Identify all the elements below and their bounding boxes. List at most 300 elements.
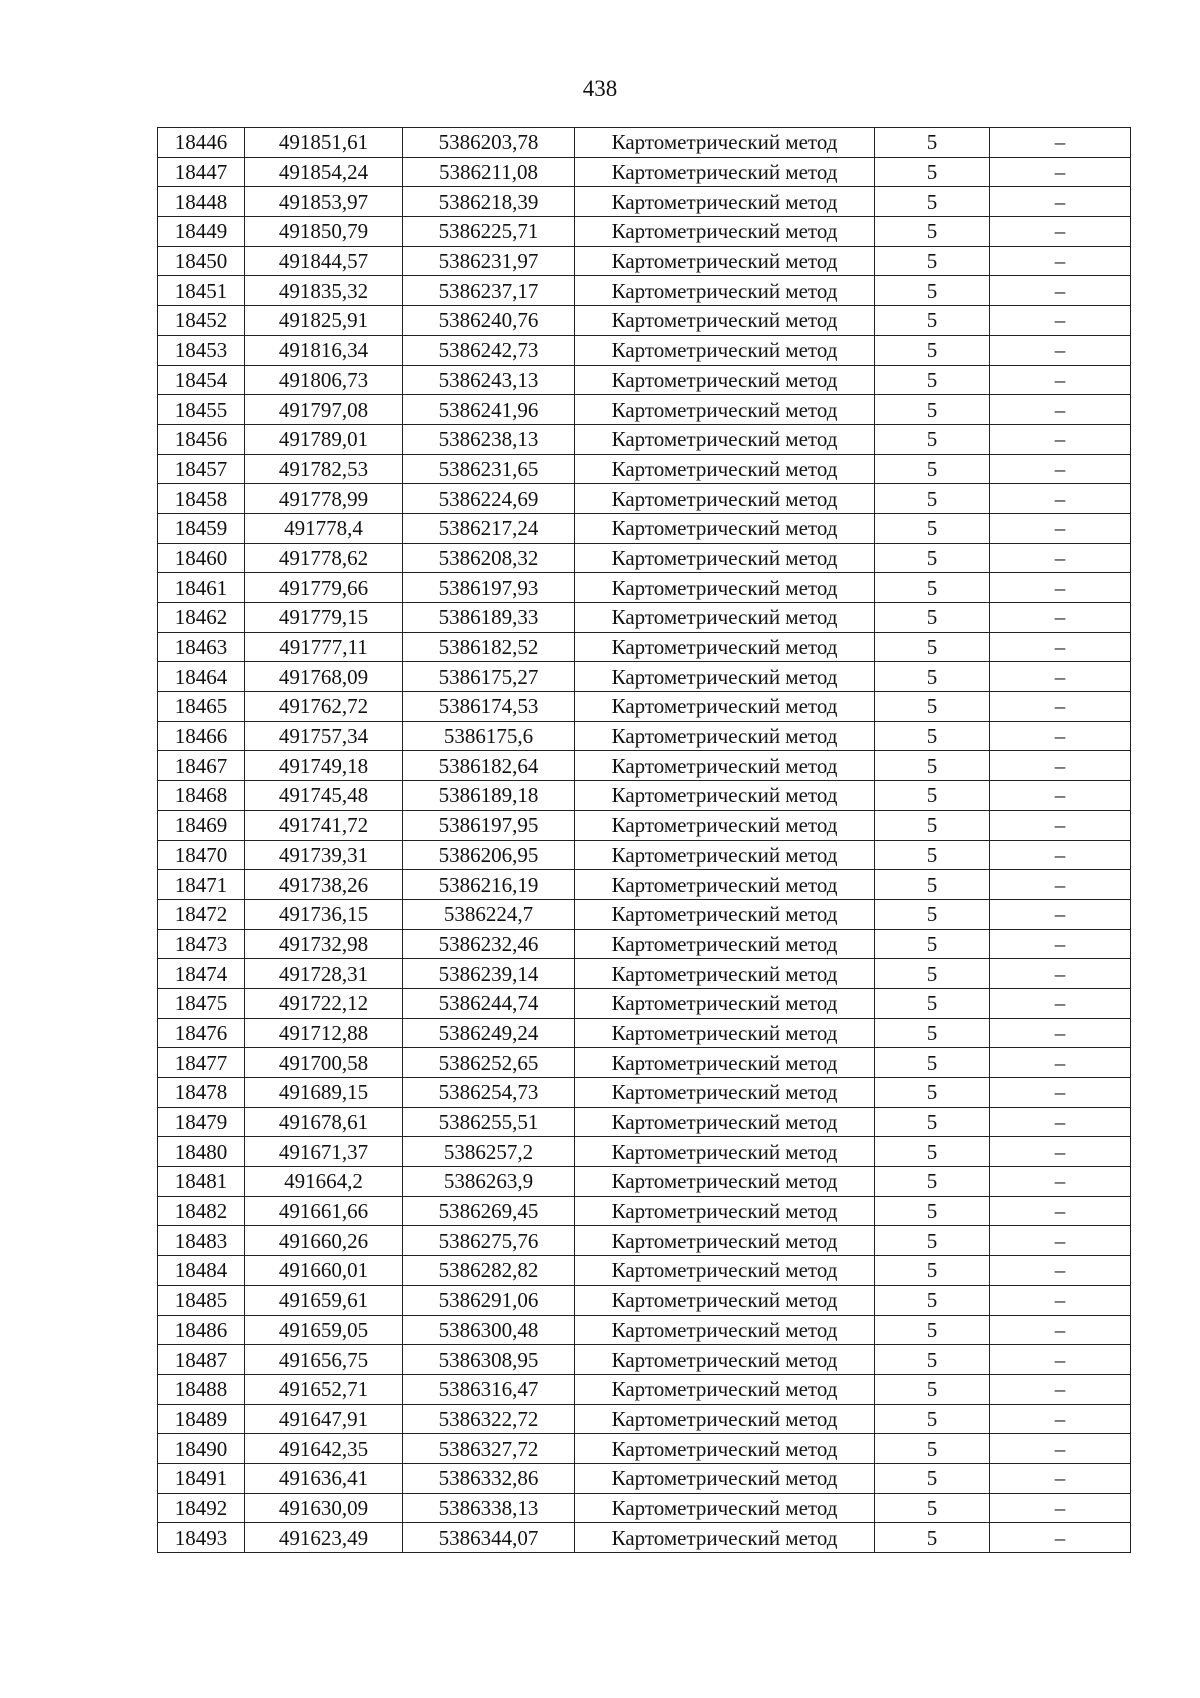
y-coordinate-cell: 5386282,82	[403, 1256, 575, 1286]
x-coordinate-cell: 491778,4	[245, 513, 403, 543]
accuracy-cell: 5	[875, 810, 990, 840]
method-cell: Картометрический метод	[575, 603, 875, 633]
method-cell: Картометрический метод	[575, 217, 875, 247]
y-coordinate-cell: 5386269,45	[403, 1196, 575, 1226]
table-row	[158, 454, 1131, 484]
point-number-cell: 18459	[158, 513, 245, 543]
method-cell: Картометрический метод	[575, 692, 875, 722]
method-cell: Картометрический метод	[575, 157, 875, 187]
method-cell: Картометрический метод	[575, 781, 875, 811]
x-coordinate-cell: 491623,49	[245, 1523, 403, 1553]
accuracy-cell: 5	[875, 751, 990, 781]
y-coordinate-cell: 5386211,08	[403, 157, 575, 187]
note-cell: –	[990, 187, 1131, 217]
table-row	[158, 484, 1131, 514]
accuracy-cell: 5	[875, 1256, 990, 1286]
note-cell: –	[990, 1167, 1131, 1197]
point-number-cell: 18474	[158, 959, 245, 989]
x-coordinate-cell: 491851,61	[245, 128, 403, 158]
point-number-cell: 18454	[158, 365, 245, 395]
table-row	[158, 513, 1131, 543]
table-row	[158, 899, 1131, 929]
accuracy-cell: 5	[875, 1137, 990, 1167]
table-row	[158, 1374, 1131, 1404]
x-coordinate-cell: 491712,88	[245, 1018, 403, 1048]
y-coordinate-cell: 5386255,51	[403, 1107, 575, 1137]
point-number-cell: 18447	[158, 157, 245, 187]
method-cell: Картометрический метод	[575, 276, 875, 306]
accuracy-cell: 5	[875, 870, 990, 900]
note-cell: –	[990, 306, 1131, 336]
note-cell: –	[990, 454, 1131, 484]
x-coordinate-cell: 491647,91	[245, 1404, 403, 1434]
y-coordinate-cell: 5386175,27	[403, 662, 575, 692]
accuracy-cell: 5	[875, 1226, 990, 1256]
point-number-cell: 18491	[158, 1463, 245, 1493]
accuracy-cell: 5	[875, 365, 990, 395]
accuracy-cell: 5	[875, 187, 990, 217]
accuracy-cell: 5	[875, 1285, 990, 1315]
note-cell: –	[990, 1226, 1131, 1256]
point-number-cell: 18482	[158, 1196, 245, 1226]
table-row	[158, 1463, 1131, 1493]
note-cell: –	[990, 1434, 1131, 1464]
accuracy-cell: 5	[875, 692, 990, 722]
accuracy-cell: 5	[875, 395, 990, 425]
y-coordinate-cell: 5386208,32	[403, 543, 575, 573]
point-number-cell: 18462	[158, 603, 245, 633]
method-cell: Картометрический метод	[575, 1048, 875, 1078]
accuracy-cell: 5	[875, 1107, 990, 1137]
table-row	[158, 751, 1131, 781]
note-cell: –	[990, 513, 1131, 543]
y-coordinate-cell: 5386189,18	[403, 781, 575, 811]
note-cell: –	[990, 603, 1131, 633]
table-row	[158, 395, 1131, 425]
accuracy-cell: 5	[875, 1196, 990, 1226]
table-row	[158, 1523, 1131, 1553]
accuracy-cell: 5	[875, 306, 990, 336]
note-cell: –	[990, 1463, 1131, 1493]
note-cell: –	[990, 721, 1131, 751]
method-cell: Картометрический метод	[575, 1196, 875, 1226]
point-number-cell: 18449	[158, 217, 245, 247]
y-coordinate-cell: 5386238,13	[403, 424, 575, 454]
point-number-cell: 18470	[158, 840, 245, 870]
point-number-cell: 18465	[158, 692, 245, 722]
accuracy-cell: 5	[875, 632, 990, 662]
table-row	[158, 1167, 1131, 1197]
point-number-cell: 18457	[158, 454, 245, 484]
table-row	[158, 1493, 1131, 1523]
method-cell: Картометрический метод	[575, 484, 875, 514]
note-cell: –	[990, 870, 1131, 900]
y-coordinate-cell: 5386237,17	[403, 276, 575, 306]
method-cell: Картометрический метод	[575, 1167, 875, 1197]
x-coordinate-cell: 491777,11	[245, 632, 403, 662]
point-number-cell: 18450	[158, 246, 245, 276]
accuracy-cell: 5	[875, 603, 990, 633]
method-cell: Картометрический метод	[575, 1493, 875, 1523]
y-coordinate-cell: 5386263,9	[403, 1167, 575, 1197]
method-cell: Картометрический метод	[575, 1256, 875, 1286]
y-coordinate-cell: 5386249,24	[403, 1018, 575, 1048]
note-cell: –	[990, 988, 1131, 1018]
accuracy-cell: 5	[875, 335, 990, 365]
note-cell: –	[990, 840, 1131, 870]
x-coordinate-cell: 491816,34	[245, 335, 403, 365]
accuracy-cell: 5	[875, 246, 990, 276]
table-row	[158, 662, 1131, 692]
method-cell: Картометрический метод	[575, 128, 875, 158]
note-cell: –	[990, 1404, 1131, 1434]
note-cell: –	[990, 246, 1131, 276]
y-coordinate-cell: 5386239,14	[403, 959, 575, 989]
y-coordinate-cell: 5386244,74	[403, 988, 575, 1018]
point-number-cell: 18448	[158, 187, 245, 217]
table-row	[158, 1256, 1131, 1286]
note-cell: –	[990, 424, 1131, 454]
point-number-cell: 18458	[158, 484, 245, 514]
point-number-cell: 18455	[158, 395, 245, 425]
point-number-cell: 18483	[158, 1226, 245, 1256]
x-coordinate-cell: 491642,35	[245, 1434, 403, 1464]
accuracy-cell: 5	[875, 1078, 990, 1108]
y-coordinate-cell: 5386182,52	[403, 632, 575, 662]
accuracy-cell: 5	[875, 217, 990, 247]
method-cell: Картометрический метод	[575, 1226, 875, 1256]
note-cell: –	[990, 1493, 1131, 1523]
accuracy-cell: 5	[875, 1048, 990, 1078]
note-cell: –	[990, 1256, 1131, 1286]
table-row	[158, 1345, 1131, 1375]
table-row	[158, 306, 1131, 336]
y-coordinate-cell: 5386344,07	[403, 1523, 575, 1553]
accuracy-cell: 5	[875, 543, 990, 573]
table-row	[158, 1404, 1131, 1434]
note-cell: –	[990, 959, 1131, 989]
table-row	[158, 603, 1131, 633]
note-cell: –	[990, 1523, 1131, 1553]
note-cell: –	[990, 781, 1131, 811]
method-cell: Картометрический метод	[575, 1018, 875, 1048]
y-coordinate-cell: 5386338,13	[403, 1493, 575, 1523]
point-number-cell: 18493	[158, 1523, 245, 1553]
table-row	[158, 1285, 1131, 1315]
table-row	[158, 424, 1131, 454]
y-coordinate-cell: 5386189,33	[403, 603, 575, 633]
accuracy-cell: 5	[875, 424, 990, 454]
table-row	[158, 959, 1131, 989]
x-coordinate-cell: 491656,75	[245, 1345, 403, 1375]
method-cell: Картометрический метод	[575, 1137, 875, 1167]
table-row	[158, 1078, 1131, 1108]
x-coordinate-cell: 491722,12	[245, 988, 403, 1018]
table-row	[158, 1137, 1131, 1167]
point-number-cell: 18452	[158, 306, 245, 336]
table-row	[158, 1196, 1131, 1226]
table-row	[158, 246, 1131, 276]
accuracy-cell: 5	[875, 988, 990, 1018]
x-coordinate-cell: 491661,66	[245, 1196, 403, 1226]
y-coordinate-cell: 5386275,76	[403, 1226, 575, 1256]
note-cell: –	[990, 1048, 1131, 1078]
table-row	[158, 1018, 1131, 1048]
accuracy-cell: 5	[875, 662, 990, 692]
method-cell: Картометрический метод	[575, 1345, 875, 1375]
accuracy-cell: 5	[875, 157, 990, 187]
y-coordinate-cell: 5386291,06	[403, 1285, 575, 1315]
x-coordinate-cell: 491778,62	[245, 543, 403, 573]
x-coordinate-cell: 491825,91	[245, 306, 403, 336]
accuracy-cell: 5	[875, 1493, 990, 1523]
x-coordinate-cell: 491660,26	[245, 1226, 403, 1256]
note-cell: –	[990, 395, 1131, 425]
x-coordinate-cell: 491689,15	[245, 1078, 403, 1108]
note-cell: –	[990, 1107, 1131, 1137]
method-cell: Картометрический метод	[575, 543, 875, 573]
method-cell: Картометрический метод	[575, 959, 875, 989]
method-cell: Картометрический метод	[575, 1463, 875, 1493]
x-coordinate-cell: 491741,72	[245, 810, 403, 840]
table-row	[158, 870, 1131, 900]
y-coordinate-cell: 5386182,64	[403, 751, 575, 781]
table-row	[158, 1107, 1131, 1137]
x-coordinate-cell: 491779,66	[245, 573, 403, 603]
x-coordinate-cell: 491636,41	[245, 1463, 403, 1493]
method-cell: Картометрический метод	[575, 187, 875, 217]
x-coordinate-cell: 491745,48	[245, 781, 403, 811]
y-coordinate-cell: 5386308,95	[403, 1345, 575, 1375]
x-coordinate-cell: 491659,05	[245, 1315, 403, 1345]
note-cell: –	[990, 1196, 1131, 1226]
method-cell: Картометрический метод	[575, 513, 875, 543]
point-number-cell: 18488	[158, 1374, 245, 1404]
table-row	[158, 543, 1131, 573]
note-cell: –	[990, 1315, 1131, 1345]
table-row	[158, 335, 1131, 365]
table-row	[158, 929, 1131, 959]
method-cell: Картометрический метод	[575, 751, 875, 781]
y-coordinate-cell: 5386174,53	[403, 692, 575, 722]
point-number-cell: 18492	[158, 1493, 245, 1523]
y-coordinate-cell: 5386231,97	[403, 246, 575, 276]
accuracy-cell: 5	[875, 1404, 990, 1434]
y-coordinate-cell: 5386175,6	[403, 721, 575, 751]
table-row	[158, 632, 1131, 662]
table-row	[158, 692, 1131, 722]
x-coordinate-cell: 491630,09	[245, 1493, 403, 1523]
x-coordinate-cell: 491768,09	[245, 662, 403, 692]
table-row	[158, 1315, 1131, 1345]
y-coordinate-cell: 5386332,86	[403, 1463, 575, 1493]
point-number-cell: 18489	[158, 1404, 245, 1434]
method-cell: Картометрический метод	[575, 424, 875, 454]
method-cell: Картометрический метод	[575, 810, 875, 840]
method-cell: Картометрический метод	[575, 1523, 875, 1553]
accuracy-cell: 5	[875, 929, 990, 959]
point-number-cell: 18453	[158, 335, 245, 365]
point-number-cell: 18479	[158, 1107, 245, 1137]
note-cell: –	[990, 929, 1131, 959]
accuracy-cell: 5	[875, 1374, 990, 1404]
note-cell: –	[990, 1345, 1131, 1375]
method-cell: Картометрический метод	[575, 840, 875, 870]
method-cell: Картометрический метод	[575, 870, 875, 900]
x-coordinate-cell: 491757,34	[245, 721, 403, 751]
method-cell: Картометрический метод	[575, 246, 875, 276]
note-cell: –	[990, 899, 1131, 929]
y-coordinate-cell: 5386240,76	[403, 306, 575, 336]
table-row	[158, 217, 1131, 247]
point-number-cell: 18466	[158, 721, 245, 751]
table-row	[158, 128, 1131, 158]
y-coordinate-cell: 5386257,2	[403, 1137, 575, 1167]
x-coordinate-cell: 491700,58	[245, 1048, 403, 1078]
method-cell: Картометрический метод	[575, 395, 875, 425]
point-number-cell: 18480	[158, 1137, 245, 1167]
table-row	[158, 988, 1131, 1018]
method-cell: Картометрический метод	[575, 1374, 875, 1404]
method-cell: Картометрический метод	[575, 1285, 875, 1315]
x-coordinate-cell: 491789,01	[245, 424, 403, 454]
point-number-cell: 18469	[158, 810, 245, 840]
accuracy-cell: 5	[875, 1167, 990, 1197]
note-cell: –	[990, 335, 1131, 365]
y-coordinate-cell: 5386216,19	[403, 870, 575, 900]
point-number-cell: 18486	[158, 1315, 245, 1345]
y-coordinate-cell: 5386242,73	[403, 335, 575, 365]
point-number-cell: 18446	[158, 128, 245, 158]
method-cell: Картометрический метод	[575, 988, 875, 1018]
note-cell: –	[990, 632, 1131, 662]
y-coordinate-cell: 5386252,65	[403, 1048, 575, 1078]
table-row	[158, 840, 1131, 870]
method-cell: Картометрический метод	[575, 573, 875, 603]
accuracy-cell: 5	[875, 484, 990, 514]
x-coordinate-cell: 491652,71	[245, 1374, 403, 1404]
x-coordinate-cell: 491844,57	[245, 246, 403, 276]
method-cell: Картометрический метод	[575, 721, 875, 751]
point-number-cell: 18467	[158, 751, 245, 781]
y-coordinate-cell: 5386206,95	[403, 840, 575, 870]
point-number-cell: 18477	[158, 1048, 245, 1078]
table-row	[158, 365, 1131, 395]
point-number-cell: 18471	[158, 870, 245, 900]
method-cell: Картометрический метод	[575, 306, 875, 336]
point-number-cell: 18475	[158, 988, 245, 1018]
table-row	[158, 187, 1131, 217]
y-coordinate-cell: 5386231,65	[403, 454, 575, 484]
accuracy-cell: 5	[875, 781, 990, 811]
table-row	[158, 721, 1131, 751]
accuracy-cell: 5	[875, 128, 990, 158]
method-cell: Картометрический метод	[575, 1434, 875, 1464]
y-coordinate-cell: 5386327,72	[403, 1434, 575, 1464]
x-coordinate-cell: 491659,61	[245, 1285, 403, 1315]
point-number-cell: 18463	[158, 632, 245, 662]
x-coordinate-cell: 491782,53	[245, 454, 403, 484]
y-coordinate-cell: 5386316,47	[403, 1374, 575, 1404]
accuracy-cell: 5	[875, 513, 990, 543]
table-row	[158, 1048, 1131, 1078]
point-number-cell: 18478	[158, 1078, 245, 1108]
table-row	[158, 276, 1131, 306]
note-cell: –	[990, 692, 1131, 722]
x-coordinate-cell: 491854,24	[245, 157, 403, 187]
table-row	[158, 573, 1131, 603]
note-cell: –	[990, 662, 1131, 692]
point-number-cell: 18473	[158, 929, 245, 959]
point-number-cell: 18461	[158, 573, 245, 603]
table-row	[158, 1226, 1131, 1256]
y-coordinate-cell: 5386203,78	[403, 128, 575, 158]
note-cell: –	[990, 157, 1131, 187]
x-coordinate-cell: 491732,98	[245, 929, 403, 959]
table-row	[158, 810, 1131, 840]
accuracy-cell: 5	[875, 721, 990, 751]
point-number-cell: 18481	[158, 1167, 245, 1197]
method-cell: Картометрический метод	[575, 335, 875, 365]
y-coordinate-cell: 5386232,46	[403, 929, 575, 959]
accuracy-cell: 5	[875, 1315, 990, 1345]
x-coordinate-cell: 491739,31	[245, 840, 403, 870]
note-cell: –	[990, 1285, 1131, 1315]
method-cell: Картометрический метод	[575, 929, 875, 959]
x-coordinate-cell: 491678,61	[245, 1107, 403, 1137]
y-coordinate-cell: 5386241,96	[403, 395, 575, 425]
x-coordinate-cell: 491749,18	[245, 751, 403, 781]
table-row	[158, 157, 1131, 187]
point-number-cell: 18451	[158, 276, 245, 306]
point-number-cell: 18476	[158, 1018, 245, 1048]
x-coordinate-cell: 491736,15	[245, 899, 403, 929]
table-row	[158, 1434, 1131, 1464]
x-coordinate-cell: 491853,97	[245, 187, 403, 217]
x-coordinate-cell: 491762,72	[245, 692, 403, 722]
x-coordinate-cell: 491806,73	[245, 365, 403, 395]
note-cell: –	[990, 1374, 1131, 1404]
accuracy-cell: 5	[875, 454, 990, 484]
y-coordinate-cell: 5386197,95	[403, 810, 575, 840]
note-cell: –	[990, 365, 1131, 395]
point-number-cell: 18464	[158, 662, 245, 692]
method-cell: Картометрический метод	[575, 1404, 875, 1434]
coordinates-table	[157, 127, 1131, 1553]
note-cell: –	[990, 1018, 1131, 1048]
note-cell: –	[990, 810, 1131, 840]
method-cell: Картометрический метод	[575, 1107, 875, 1137]
note-cell: –	[990, 484, 1131, 514]
point-number-cell: 18484	[158, 1256, 245, 1286]
y-coordinate-cell: 5386225,71	[403, 217, 575, 247]
method-cell: Картометрический метод	[575, 899, 875, 929]
table-row	[158, 781, 1131, 811]
note-cell: –	[990, 217, 1131, 247]
accuracy-cell: 5	[875, 573, 990, 603]
accuracy-cell: 5	[875, 959, 990, 989]
method-cell: Картометрический метод	[575, 1315, 875, 1345]
y-coordinate-cell: 5386243,13	[403, 365, 575, 395]
y-coordinate-cell: 5386224,7	[403, 899, 575, 929]
y-coordinate-cell: 5386217,24	[403, 513, 575, 543]
method-cell: Картометрический метод	[575, 632, 875, 662]
accuracy-cell: 5	[875, 1345, 990, 1375]
x-coordinate-cell: 491728,31	[245, 959, 403, 989]
y-coordinate-cell: 5386197,93	[403, 573, 575, 603]
accuracy-cell: 5	[875, 1523, 990, 1553]
x-coordinate-cell: 491738,26	[245, 870, 403, 900]
